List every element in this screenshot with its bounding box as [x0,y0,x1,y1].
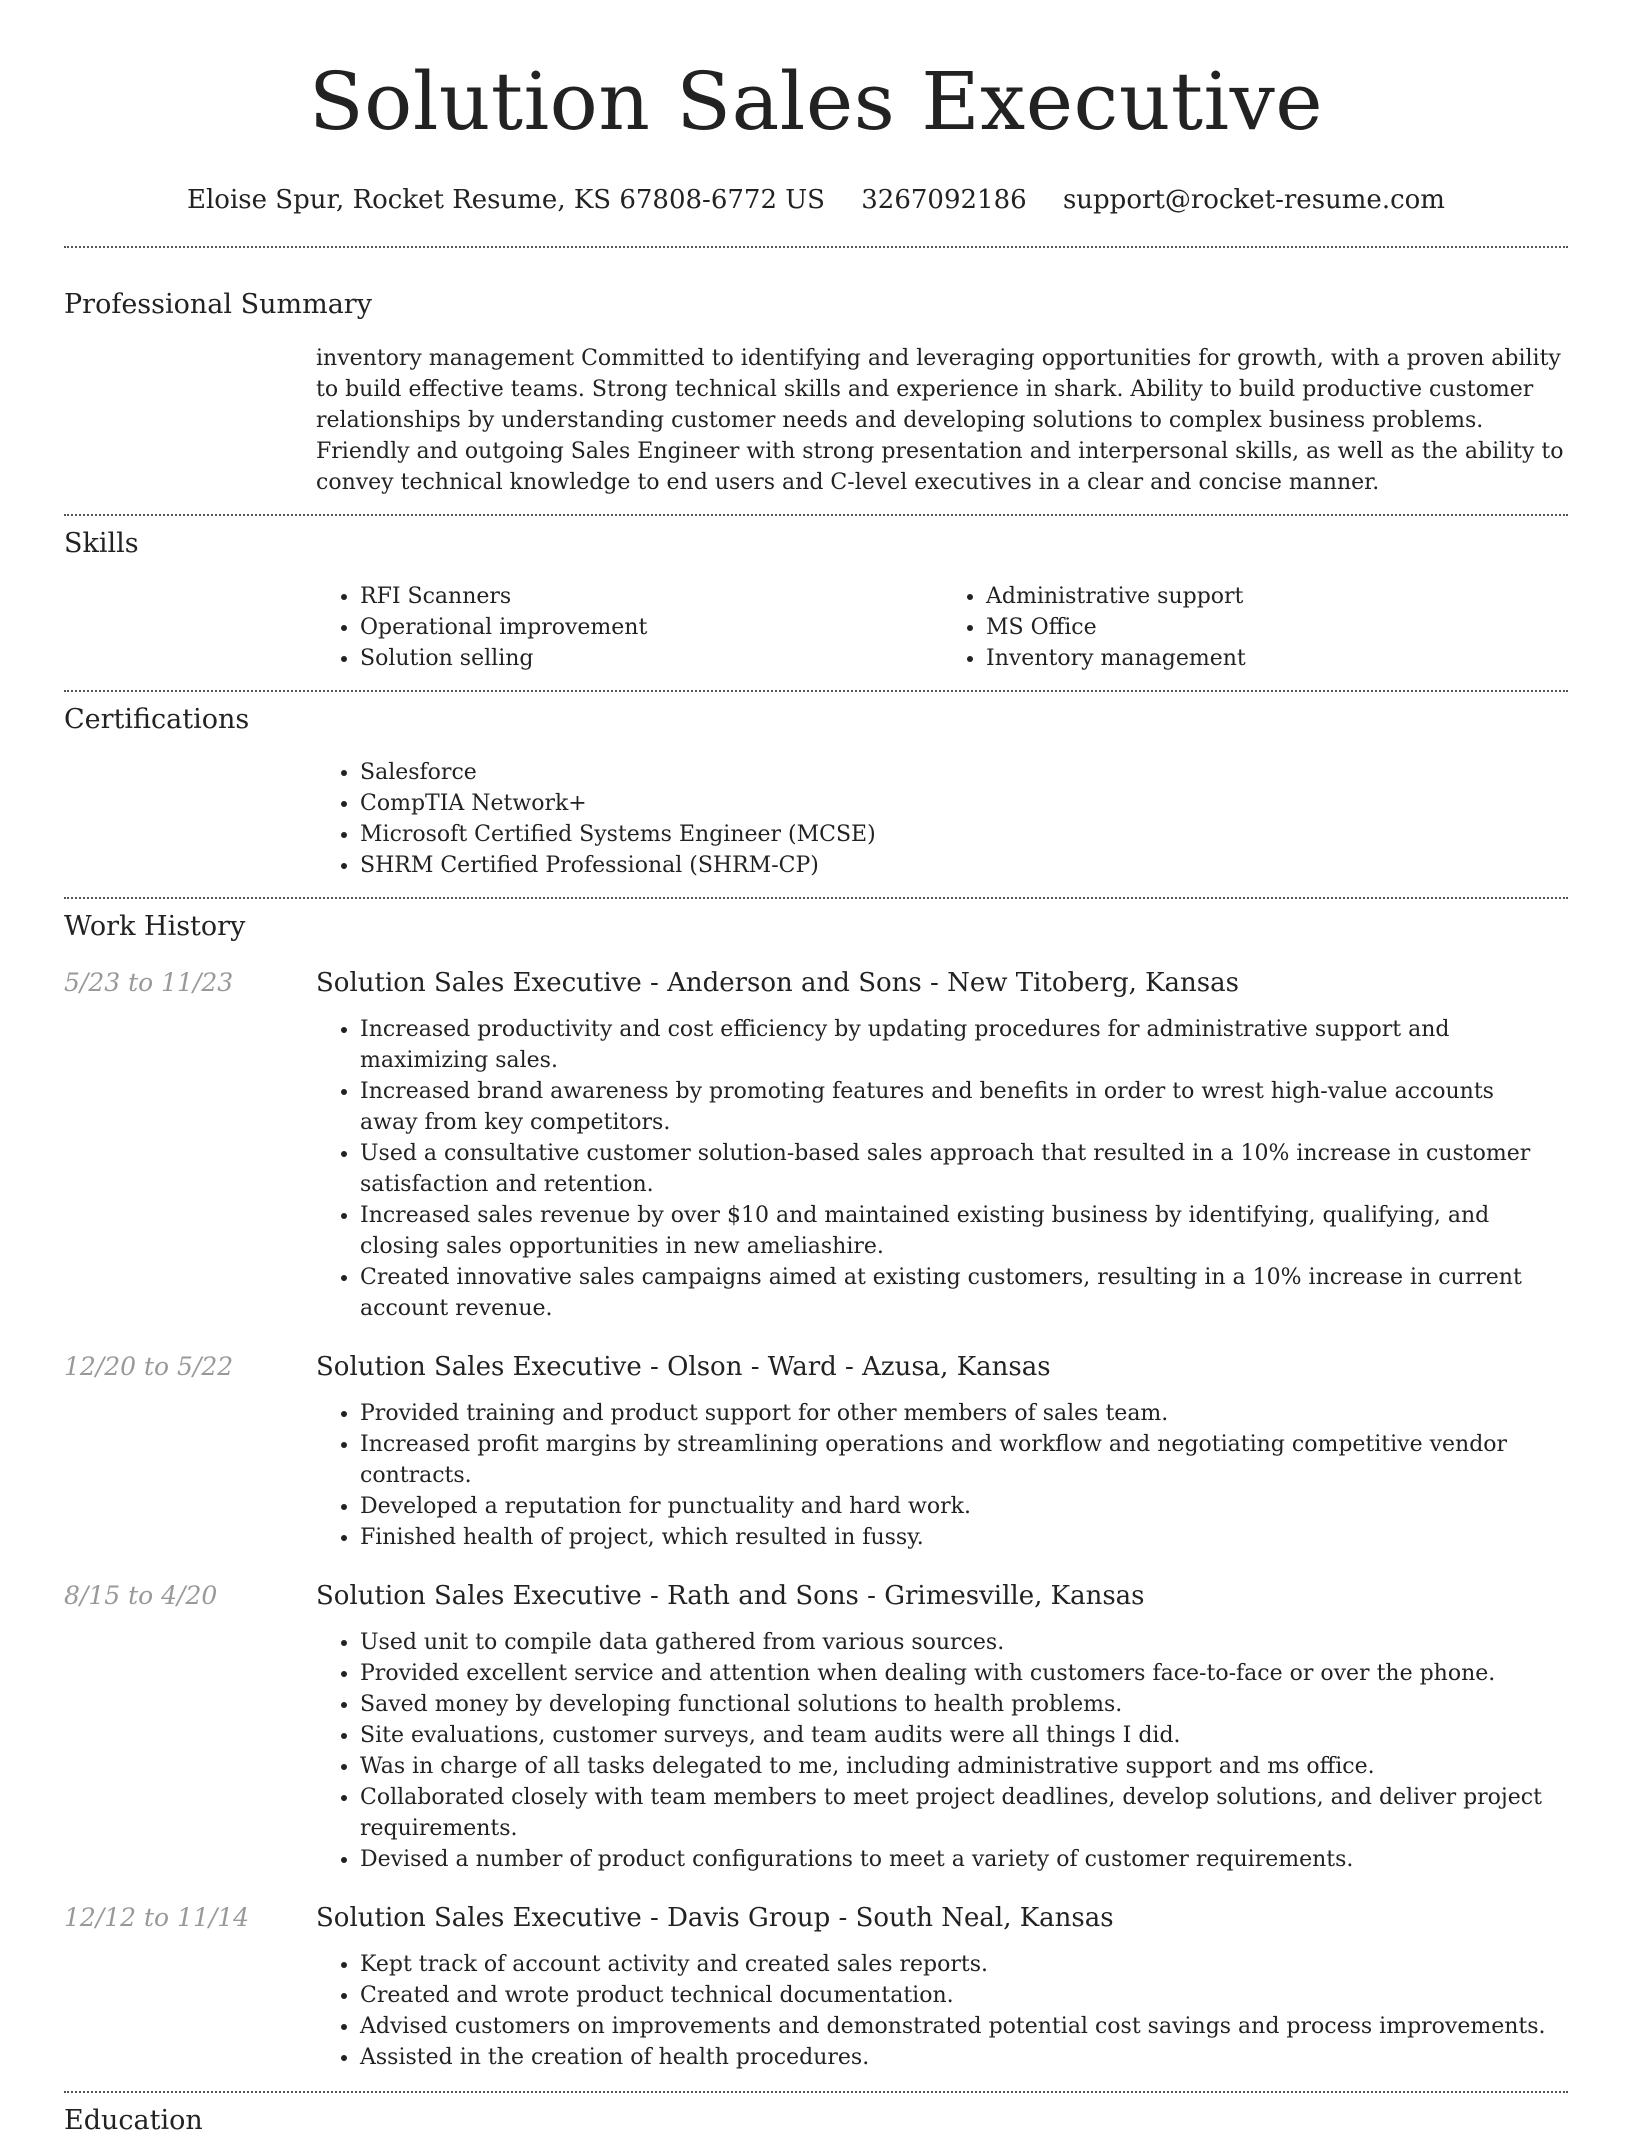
skills-heading: Skills [64,528,139,559]
job-bullet: • Collaborated closely with team members to meet project deadlines, develop solutions, and deliver project requirements. [360,1782,1548,1844]
job-bullet: • Created and wrote product technical documentation. [360,1980,1548,2011]
job-entry [64,966,1568,1324]
skill-item: • RFI Scanners [360,581,942,612]
divider [64,690,1568,692]
contact-phone: 3267092186 [861,185,1027,215]
job-bullet: • Site evaluations, customer surveys, and team audits were all things I did. [360,1720,1548,1751]
contact-line [0,184,1632,216]
skill-item: • Operational improvement [360,612,942,643]
contact-address: Eloise Spur, Rocket Resume, KS 67808-6772 US [187,185,825,215]
job-bullet: • Provided excellent service and attention when dealing with customers face-to-face or over the phone. [360,1658,1548,1689]
summary-heading: Professional Summary [64,289,372,320]
divider [64,246,1568,248]
job-bullet: • Increased productivity and cost efficiency by updating procedures for administrative support and maximizing sales. [360,1014,1548,1076]
job-bullet: • Was in charge of all tasks delegated to me, including administrative support and ms office. [360,1751,1548,1782]
job-bullets [316,1014,1568,1324]
skills-left-column [316,581,942,674]
job-entry [64,1350,1568,1553]
education-section [64,2104,1568,2138]
skills-section [64,527,1568,674]
job-entry [64,1901,1568,2073]
divider [64,2091,1568,2093]
certifications-section [64,703,1568,881]
divider [64,897,1568,899]
skills-right-column [942,581,1568,674]
work-history-heading: Work History [64,911,246,942]
job-title: Solution Sales Executive - Anderson and Sons - New Titoberg, Kansas [316,968,1239,998]
job-bullet: • Finished health of project, which resulted in fussy. [360,1522,1548,1553]
job-bullet: • Used unit to compile data gathered from various sources. [360,1627,1548,1658]
job-bullets [316,1949,1568,2073]
summary-text: inventory management Committed to identifying and leveraging opportunities for growth, with a proven ability to build effective teams. Strong technical skills and experience in shark. Ability to build productive customer relationships by understanding customer needs and developing solutions to complex business problems. Friendly and outgoing Sales Engineer with strong presentation and interpersonal skills, as well as the ability to convey technical knowledge to end users and C-level executives in a clear and concise manner. [316,346,1564,495]
job-bullet: • Saved money by developing functional solutions to health problems. [360,1689,1548,1720]
job-bullet: • Increased profit margins by streamlining operations and workflow and negotiating competitive vendor contracts. [360,1429,1548,1491]
job-date: 12/12 to 11/14 [64,1903,250,1932]
job-title: Solution Sales Executive - Olson - Ward - Azusa, Kansas [316,1352,1051,1382]
job-date: 5/23 to 11/23 [64,968,234,997]
contact-email: support@rocket-resume.com [1062,185,1445,215]
skill-item: • MS Office [986,612,1568,643]
job-bullet: • Created innovative sales campaigns aimed at existing customers, resulting in a 10% increase in current account revenue. [360,1262,1548,1324]
divider [64,514,1568,516]
job-title: Solution Sales Executive - Rath and Sons - Grimesville, Kansas [316,1581,1145,1611]
job-date: 12/20 to 5/22 [64,1352,234,1381]
job-bullet: • Increased sales revenue by over $10 and maintained existing business by identifying, qualifying, and closing sales opportunities in new ameliashire. [360,1200,1548,1262]
education-heading: Education [64,2105,203,2136]
job-entry [64,1579,1568,1875]
skill-item: • Solution selling [360,643,942,674]
job-date: 8/15 to 4/20 [64,1581,218,1610]
certifications-list [316,757,1568,881]
certification-item: • SHRM Certified Professional (SHRM-CP) [360,850,1568,881]
skills-list [316,581,1568,674]
certifications-heading: Certifications [64,704,250,735]
job-bullet: • Developed a reputation for punctuality and hard work. [360,1491,1548,1522]
summary-section [64,288,1568,498]
job-bullet: • Provided training and product support for other members of sales team. [360,1398,1548,1429]
certification-item: • CompTIA Network+ [360,788,1568,819]
job-bullets [316,1398,1568,1553]
resume-title: Solution Sales Executive [308,55,1324,148]
work-history-section [64,910,1568,2073]
job-bullet: • Assisted in the creation of health procedures. [360,2042,1548,2073]
job-bullet: • Advised customers on improvements and demonstrated potential cost savings and process improvements. [360,2011,1548,2042]
job-bullets [316,1627,1568,1875]
job-title: Solution Sales Executive - Davis Group - South Neal, Kansas [316,1903,1114,1933]
skill-item: • Administrative support [986,581,1568,612]
certification-item: • Salesforce [360,757,1568,788]
skill-item: • Inventory management [986,643,1568,674]
job-bullet: • Devised a number of product configurations to meet a variety of customer requirements. [360,1844,1548,1875]
job-bullet: • Used a consultative customer solution-based sales approach that resulted in a 10% increase in customer satisfaction and retention. [360,1138,1548,1200]
job-bullet: • Increased brand awareness by promoting features and benefits in order to wrest high-value accounts away from key competitors. [360,1076,1548,1138]
job-bullet: • Kept track of account activity and created sales reports. [360,1949,1548,1980]
certification-item: • Microsoft Certified Systems Engineer (MCSE) [360,819,1568,850]
